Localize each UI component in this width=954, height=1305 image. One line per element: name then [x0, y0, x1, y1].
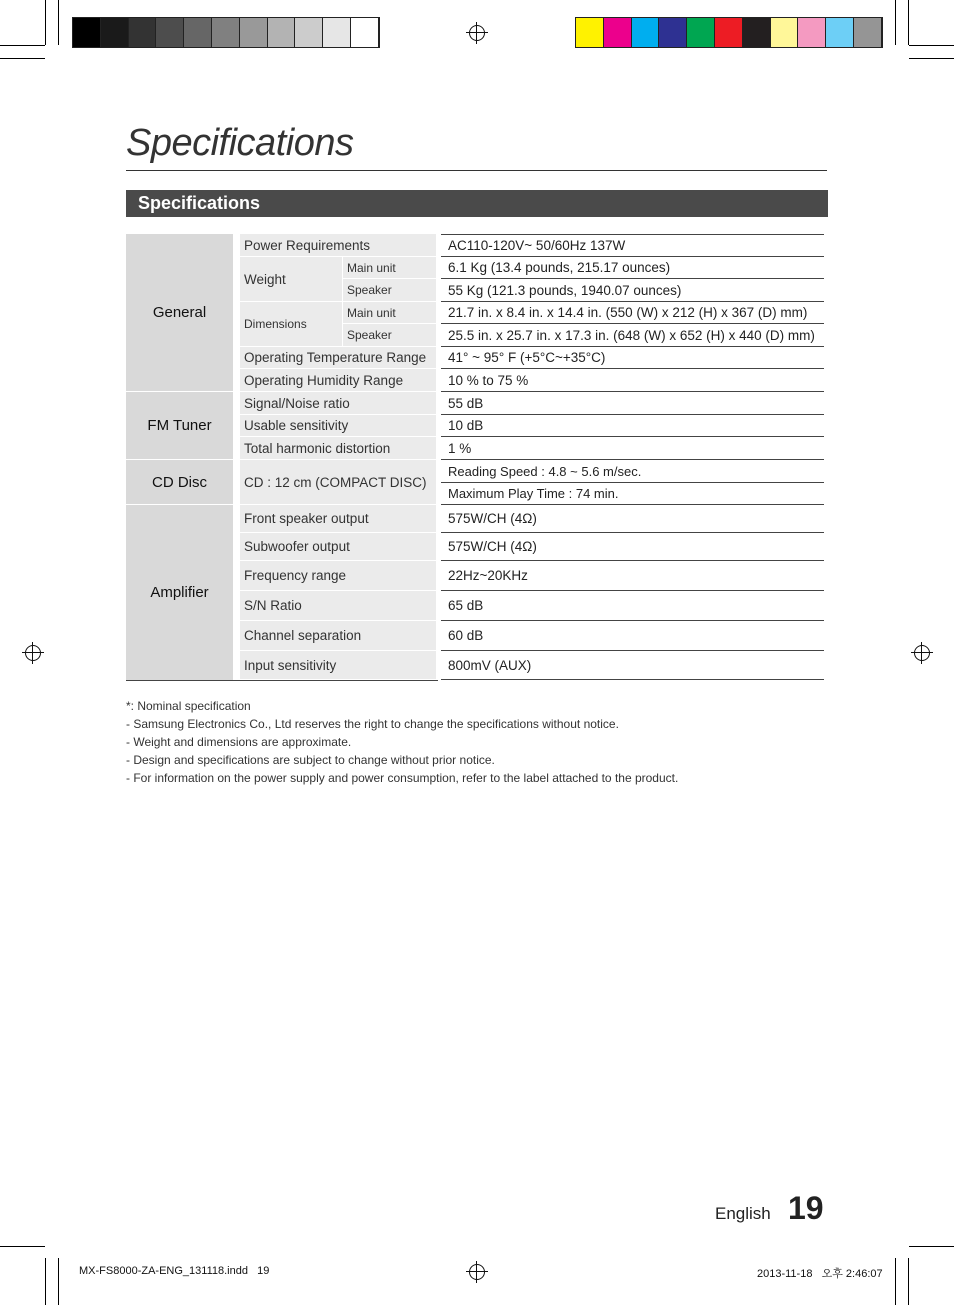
- registration-mark-icon: [22, 642, 44, 664]
- registration-mark-icon: [466, 22, 488, 44]
- swatch: [156, 18, 184, 47]
- crop-mark: [895, 0, 896, 45]
- spec-value-snr: 55 dB: [441, 392, 824, 415]
- spec-value-dimensions-main: 21.7 in. x 8.4 in. x 14.4 in. (550 (W) x 212 (H) x 367 (D) mm): [441, 302, 824, 324]
- swatch: [323, 18, 351, 47]
- spec-label-usable: Usable sensitivity: [240, 415, 436, 437]
- print-file-info: MX-FS8000-ZA-ENG_131118.indd 19: [79, 1265, 270, 1277]
- swatch: [184, 18, 212, 47]
- swatch: [351, 18, 379, 47]
- spec-label-thd: Total harmonic distortion: [240, 437, 436, 460]
- crop-mark: [45, 0, 46, 45]
- spec-value-subwoofer: 575W/CH (4Ω): [441, 533, 824, 561]
- swatch: [212, 18, 240, 47]
- grayscale-calibration-bar: [72, 17, 380, 48]
- spec-label-freq: Frequency range: [240, 561, 436, 591]
- title-divider: [126, 170, 827, 171]
- spec-value-freq: 22Hz~20KHz: [441, 561, 824, 591]
- category-general: General: [126, 234, 233, 391]
- spec-value-cd-reading: Reading Speed : 4.8 ~ 5.6 m/sec.: [441, 460, 824, 483]
- swatch: [854, 18, 882, 47]
- spec-sublabel-dimensions-speaker: Speaker: [342, 324, 436, 347]
- swatch: [576, 18, 604, 47]
- swatch: [129, 18, 157, 47]
- swatch: [687, 18, 715, 47]
- spec-value-front: 575W/CH (4Ω): [441, 505, 824, 533]
- spec-label-weight: Weight: [240, 257, 342, 302]
- section-header: Specifications: [126, 190, 828, 217]
- spec-value-thd: 1 %: [441, 437, 824, 460]
- spec-label-power: Power Requirements: [240, 234, 436, 257]
- note-line: - Samsung Electronics Co., Ltd reserves the right to change the specifications without notice.: [126, 717, 619, 731]
- crop-mark: [58, 1258, 59, 1305]
- spec-value-input: 800mV (AUX): [441, 651, 824, 680]
- spec-value-op-humidity: 10 % to 75 %: [441, 369, 824, 392]
- page-number: 19: [788, 1190, 824, 1226]
- spec-label-dimensions: Dimensions: [240, 302, 342, 347]
- note-line: *: Nominal specification: [126, 699, 251, 713]
- spec-sublabel-weight-main: Main unit: [342, 257, 436, 279]
- spec-value-weight-speaker: 55 Kg (121.3 pounds, 1940.07 ounces): [441, 279, 824, 302]
- swatch: [743, 18, 771, 47]
- crop-mark: [0, 45, 45, 46]
- spec-sublabel-dimensions-main: Main unit: [342, 302, 436, 324]
- spec-label-op-temp: Operating Temperature Range: [240, 347, 436, 369]
- note-line: - Design and specifications are subject to change without prior notice.: [126, 753, 495, 767]
- spec-value-weight-main: 6.1 Kg (13.4 pounds, 215.17 ounces): [441, 257, 824, 279]
- swatch: [771, 18, 799, 47]
- swatch: [715, 18, 743, 47]
- spec-label-front: Front speaker output: [240, 505, 436, 533]
- color-calibration-bar: [575, 17, 883, 48]
- crop-mark: [0, 58, 45, 59]
- category-fm-tuner: FM Tuner: [126, 392, 233, 459]
- crop-mark: [45, 1258, 46, 1305]
- note-line: - For information on the power supply and power consumption, refer to the label attached to the product.: [126, 771, 679, 785]
- print-timestamp: 2013-11-18 오후 2:46:07: [757, 1268, 883, 1280]
- swatch: [798, 18, 826, 47]
- crop-mark: [58, 0, 59, 45]
- spec-value-power: AC110-120V~ 50/60Hz 137W: [441, 234, 824, 257]
- spec-label-input: Input sensitivity: [240, 651, 436, 680]
- category-cd-disc: CD Disc: [126, 460, 233, 504]
- spec-value-usable: 10 dB: [441, 415, 824, 437]
- swatch: [632, 18, 660, 47]
- swatch: [101, 18, 129, 47]
- crop-mark: [895, 1258, 896, 1305]
- spec-label-sn: S/N Ratio: [240, 591, 436, 621]
- spec-label-snr: Signal/Noise ratio: [240, 392, 436, 415]
- swatch: [295, 18, 323, 47]
- table-bottom-rule: [126, 680, 438, 681]
- registration-mark-icon: [911, 642, 933, 664]
- spec-value-op-temp: 41° ~ 95° F (+5°C~+35°C): [441, 347, 824, 369]
- category-amplifier: Amplifier: [126, 505, 233, 680]
- crop-mark: [909, 45, 954, 46]
- spec-value-dimensions-speaker: 25.5 in. x 25.7 in. x 17.3 in. (648 (W) x 652 (H) x 440 (D) mm): [441, 324, 824, 347]
- spec-value-channel: 60 dB: [441, 621, 824, 651]
- spec-sublabel-weight-speaker: Speaker: [342, 279, 436, 302]
- spec-value-cd-playtime: Maximum Play Time : 74 min.: [441, 483, 824, 505]
- crop-mark: [909, 1246, 954, 1247]
- language-label: English: [715, 1204, 771, 1223]
- spec-label-cd: CD : 12 cm (COMPACT DISC): [240, 460, 436, 505]
- spec-label-op-humidity: Operating Humidity Range: [240, 369, 436, 392]
- crop-mark: [909, 58, 954, 59]
- crop-mark: [908, 1258, 909, 1305]
- swatch: [73, 18, 101, 47]
- spec-value-sn: 65 dB: [441, 591, 824, 621]
- swatch: [659, 18, 687, 47]
- note-line: - Weight and dimensions are approximate.: [126, 735, 352, 749]
- spec-label-channel: Channel separation: [240, 621, 436, 651]
- crop-mark: [908, 0, 909, 45]
- spec-label-subwoofer: Subwoofer output: [240, 533, 436, 561]
- crop-mark: [0, 1246, 45, 1247]
- swatch: [268, 18, 296, 47]
- swatch: [604, 18, 632, 47]
- registration-mark-icon: [466, 1261, 488, 1283]
- swatch: [240, 18, 268, 47]
- page-title: Specifications: [126, 122, 354, 164]
- swatch: [826, 18, 854, 47]
